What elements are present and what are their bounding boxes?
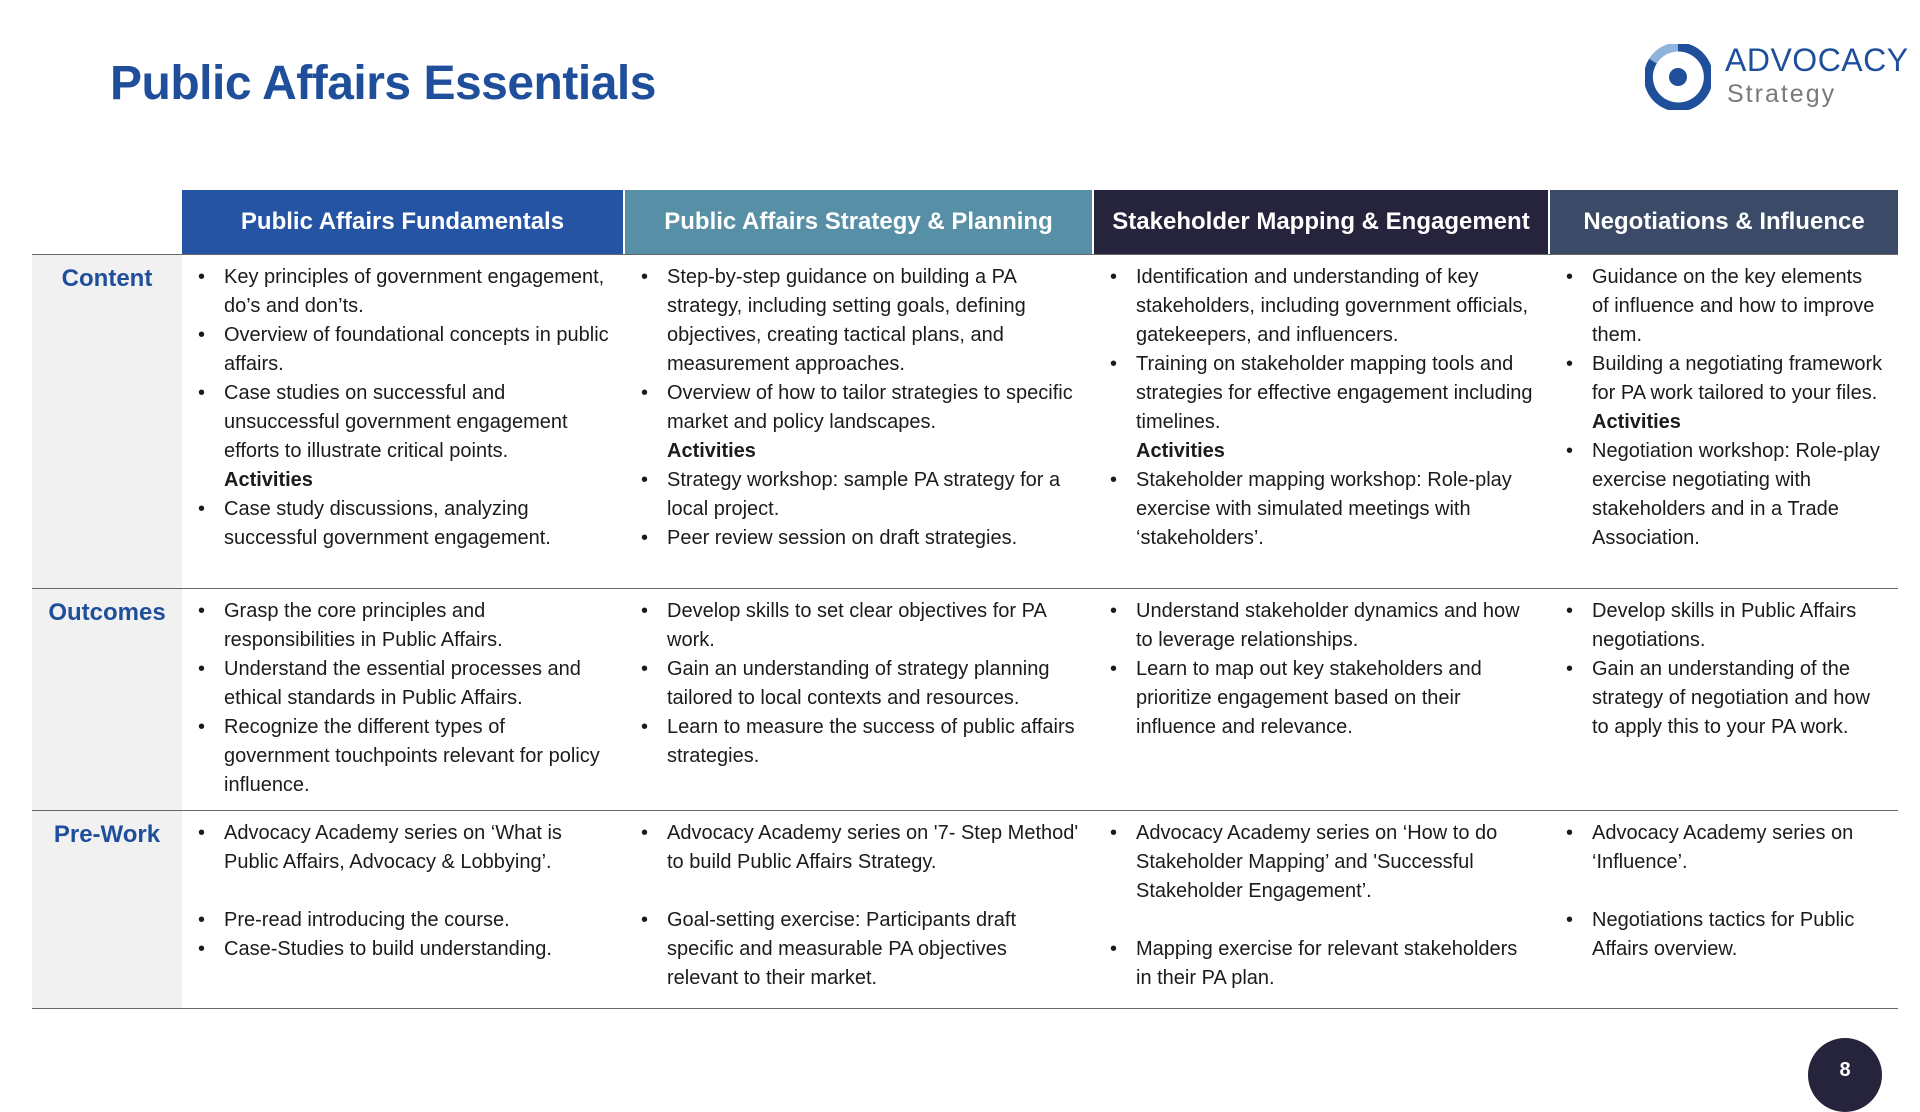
list-item: • Goal-setting exercise: Participants draft specific and measurable PA objectives relevant to their market. — [639, 906, 1080, 993]
content-cell-fundamentals — [182, 254, 625, 588]
outcomes-cell-negotiations — [1550, 588, 1898, 810]
prework-cell-stakeholder-mapping — [1094, 810, 1550, 1009]
column-header-negotiations: Negotiations & Influence — [1550, 190, 1898, 254]
list-item: • Strategy workshop: sample PA strategy for a local project. — [639, 466, 1080, 524]
list-item: • Peer review session on draft strategies. — [639, 524, 1080, 553]
list-item: • Building a negotiating framework for PA work tailored to your files. — [1564, 350, 1884, 408]
column-header-fundamentals: Public Affairs Fundamentals — [182, 190, 625, 254]
activities-heading: Activities — [1592, 411, 1681, 433]
spacer — [1108, 906, 1536, 935]
list-item: • Guidance on the key elements of influence and how to improve them. — [1564, 263, 1884, 350]
list-item: • Gain an understanding of the strategy of negotiation and how to apply this to your PA work. — [1564, 655, 1884, 742]
list-item: • Gain an understanding of strategy planning tailored to local contexts and resources. — [639, 655, 1080, 713]
list-item: • Grasp the core principles and responsibilities in Public Affairs. — [196, 597, 611, 655]
logo-sub-text: Strategy — [1727, 80, 1837, 108]
list-item: • Advocacy Academy series on '7- Step Method' to build Public Affairs Strategy. — [639, 819, 1080, 877]
list-item: • Negotiations tactics for Public Affairs overview. — [1564, 906, 1884, 964]
prework-cell-negotiations — [1550, 810, 1898, 1009]
header-empty-cell — [32, 190, 182, 254]
list-item: • Step-by-step guidance on building a PA strategy, including setting goals, defining objectives, creating tactical plans, and measurement approaches. — [639, 263, 1080, 379]
content-cell-stakeholder-mapping — [1094, 254, 1550, 588]
row-label-prework: Pre-Work — [32, 810, 182, 1009]
list-item: • Stakeholder mapping workshop: Role-play exercise with simulated meetings with ‘stakeholders’. — [1108, 466, 1536, 553]
list-item: • Case study discussions, analyzing successful government engagement. — [196, 495, 611, 553]
activities-heading: Activities — [1136, 440, 1225, 462]
list-item: • Develop skills to set clear objectives for PA work. — [639, 597, 1080, 655]
activities-heading: Activities — [667, 440, 756, 462]
prework-cell-strategy-planning — [625, 810, 1094, 1009]
list-item: • Understand the essential processes and ethical standards in Public Affairs. — [196, 655, 611, 713]
spacer — [196, 877, 611, 906]
page-title: Public Affairs Essentials — [110, 57, 656, 110]
content-cell-strategy-planning — [625, 254, 1094, 588]
outcomes-cell-stakeholder-mapping — [1094, 588, 1550, 810]
content-cell-negotiations — [1550, 254, 1898, 588]
list-item: • Pre-read introducing the course. — [196, 906, 611, 935]
list-item: • Mapping exercise for relevant stakeholders in their PA plan. — [1108, 935, 1536, 993]
list-item: • Overview of foundational concepts in public affairs. — [196, 321, 611, 379]
list-item: • Negotiation workshop: Role-play exercise negotiating with stakeholders and in a Trade Association. — [1564, 437, 1884, 553]
list-item: • Training on stakeholder mapping tools and strategies for effective engagement including timelines. — [1108, 350, 1536, 437]
list-item: • Learn to map out key stakeholders and prioritize engagement based on their influence and relevance. — [1108, 655, 1536, 742]
column-header-stakeholder-mapping: Stakeholder Mapping & Engagement — [1094, 190, 1550, 254]
row-label-outcomes: Outcomes — [32, 588, 182, 810]
spacer — [1564, 877, 1884, 906]
list-item: • Understand stakeholder dynamics and how to leverage relationships. — [1108, 597, 1536, 655]
spacer — [639, 877, 1080, 906]
list-item: • Advocacy Academy series on ‘What is Public Affairs, Advocacy & Lobbying’. — [196, 819, 611, 877]
prework-cell-fundamentals — [182, 810, 625, 1009]
column-header-strategy-planning: Public Affairs Strategy & Planning — [625, 190, 1094, 254]
list-item: • Recognize the different types of government touchpoints relevant for policy influence. — [196, 713, 611, 800]
circle-ring-logo-icon — [1645, 44, 1711, 110]
list-item: • Case studies on successful and unsuccessful government engagement efforts to illustrate critical points. — [196, 379, 611, 466]
list-item: • Case-Studies to build understanding. — [196, 935, 611, 964]
course-table — [32, 190, 1898, 1009]
page-number-badge: 8 — [1808, 1038, 1882, 1112]
list-item: • Identification and understanding of key stakeholders, including government officials, gatekeepers, and influencers. — [1108, 263, 1536, 350]
list-item: • Develop skills in Public Affairs negotiations. — [1564, 597, 1884, 655]
company-logo — [1645, 40, 1909, 120]
row-label-content: Content — [32, 254, 182, 588]
logo-brand-text: ADVOCACY — [1725, 42, 1909, 78]
list-item: • Overview of how to tailor strategies to specific market and policy landscapes. — [639, 379, 1080, 437]
outcomes-cell-fundamentals — [182, 588, 625, 810]
list-item: • Advocacy Academy series on ‘Influence’. — [1564, 819, 1884, 877]
activities-heading: Activities — [224, 469, 313, 491]
list-item: • Key principles of government engagement, do’s and don’ts. — [196, 263, 611, 321]
outcomes-cell-strategy-planning — [625, 588, 1094, 810]
list-item: • Advocacy Academy series on ‘How to do Stakeholder Mapping’ and 'Successful Stakeholder Engagement’. — [1108, 819, 1536, 906]
list-item: • Learn to measure the success of public affairs strategies. — [639, 713, 1080, 771]
